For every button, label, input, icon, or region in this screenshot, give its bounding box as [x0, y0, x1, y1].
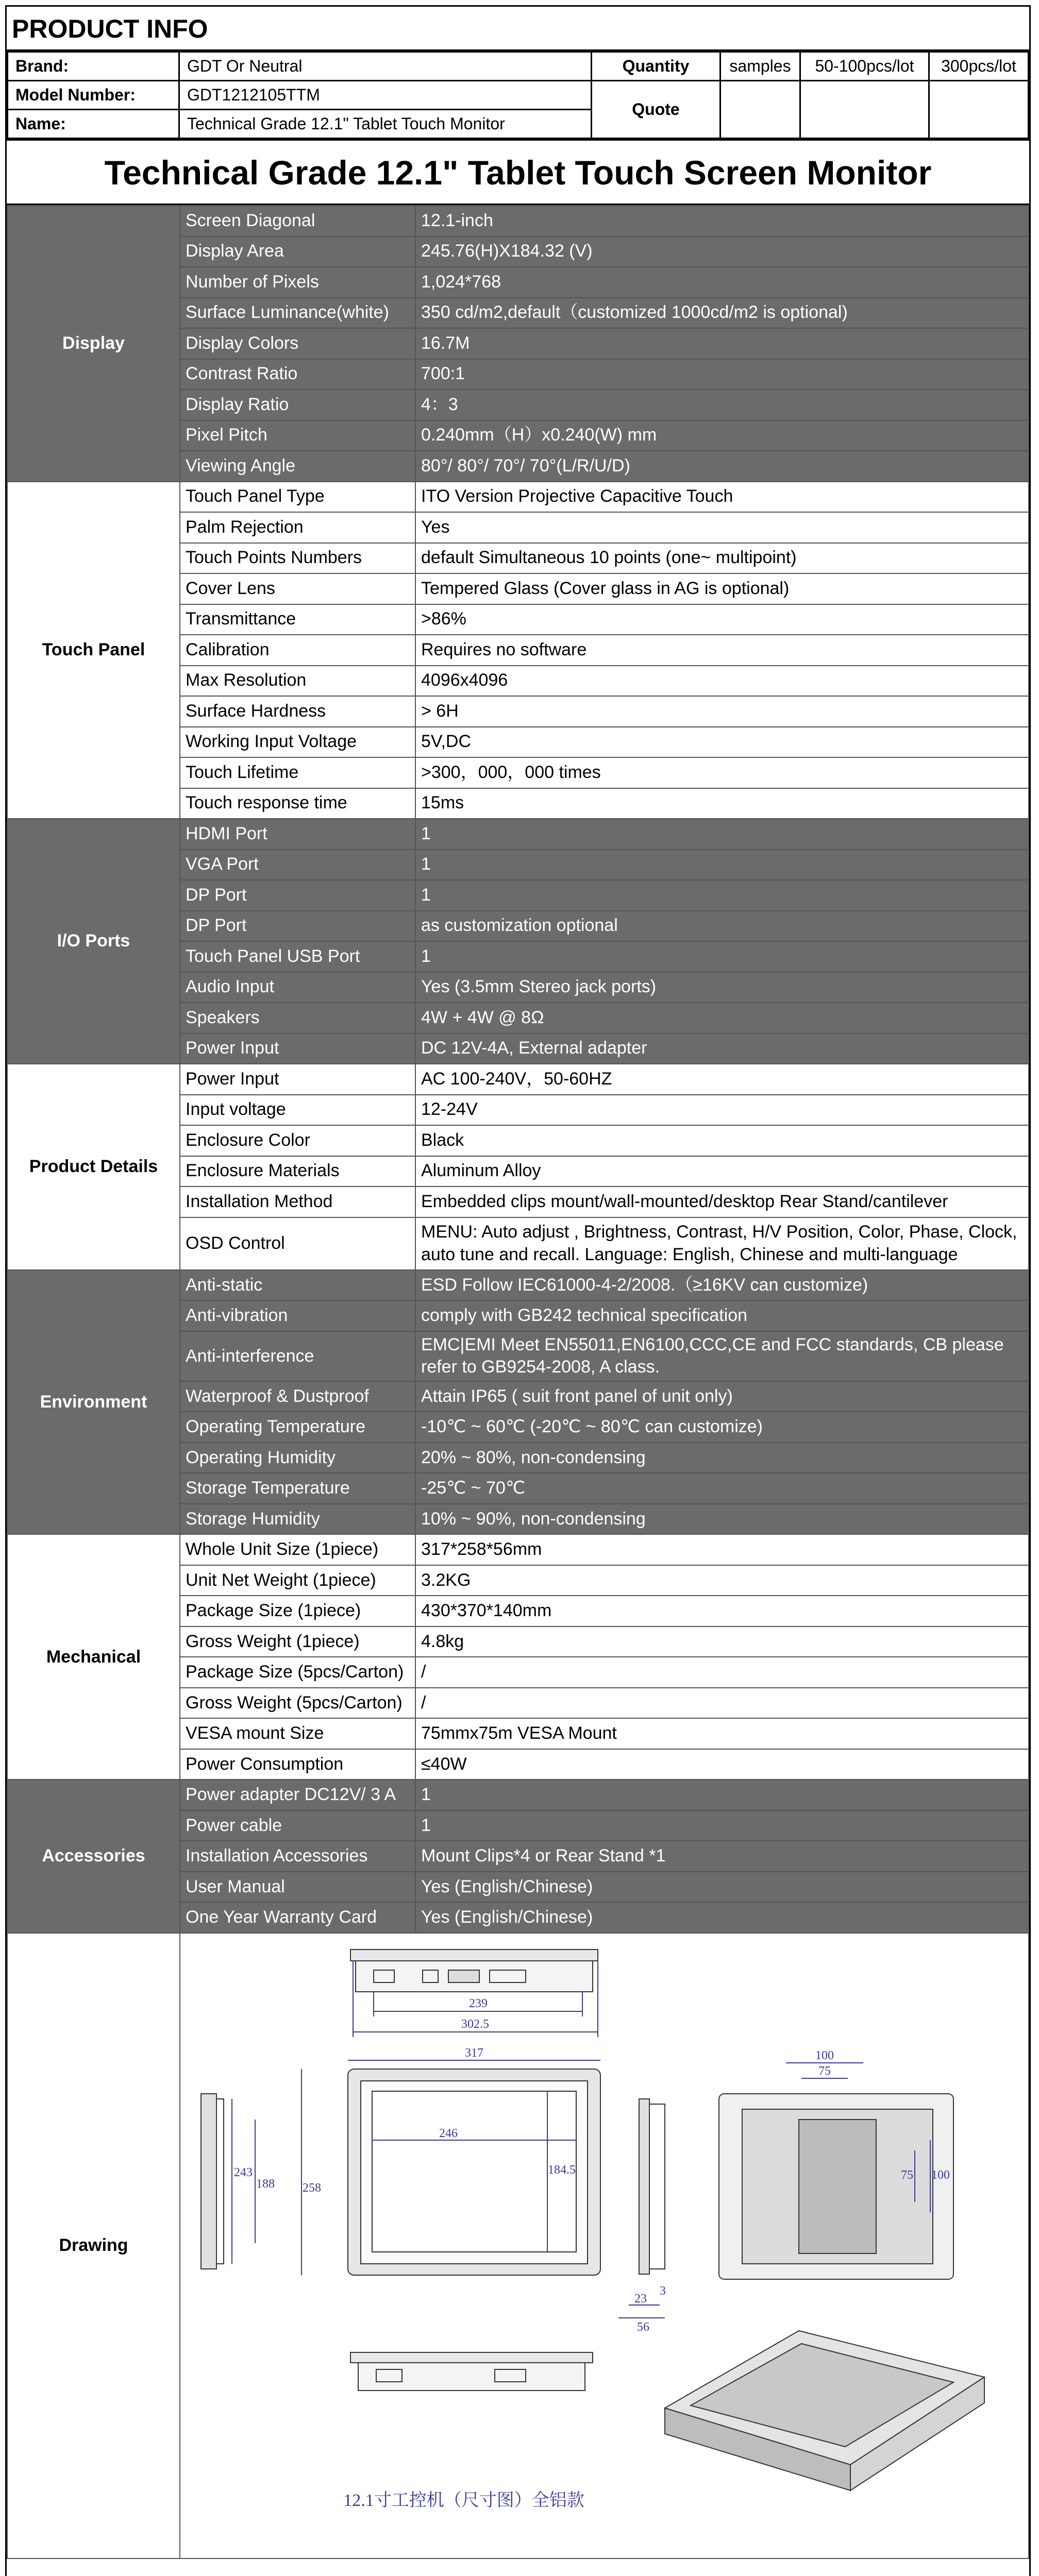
spec-value: 1 — [415, 880, 1029, 911]
spec-key: Screen Diagonal — [180, 206, 415, 236]
spec-key: Contrast Ratio — [180, 359, 415, 390]
spec-key: Touch Panel USB Port — [180, 941, 415, 972]
spec-key: Transmittance — [180, 604, 415, 635]
spec-value: >86% — [415, 604, 1029, 635]
back-view-drawing — [719, 2063, 953, 2279]
bottom-view-drawing — [350, 2352, 593, 2391]
spec-value: 1 — [415, 850, 1029, 880]
spec-table — [7, 205, 1029, 2559]
product-info-table — [7, 51, 1029, 139]
spec-value: 1 — [415, 1780, 1029, 1810]
section-label: Product Details — [7, 1064, 180, 1270]
spec-value: Yes (English/Chinese) — [415, 1872, 1029, 1903]
dim-100h: 100 — [815, 2048, 834, 2062]
spec-key: Surface Luminance(white) — [180, 298, 415, 329]
spec-row — [7, 1270, 1029, 1301]
spec-row — [7, 206, 1029, 236]
section-label: I/O Ports — [7, 819, 180, 1064]
spec-key: User Manual — [180, 1872, 415, 1903]
dim-23: 23 — [634, 2292, 647, 2306]
spec-value: 3.2KG — [415, 1565, 1029, 1596]
spec-value: 4W + 4W @ 8Ω — [415, 1003, 1029, 1033]
spec-key: Viewing Angle — [180, 451, 415, 482]
model-label: Model Number: — [8, 81, 179, 110]
spec-key: Whole Unit Size (1piece) — [180, 1534, 415, 1565]
spec-value: EMC|EMI Meet EN55011,EN6100,CCC,CE and FCC standards, CB please refer to GB9254-2008, A class. — [415, 1331, 1029, 1381]
spec-value: 12.1-inch — [415, 206, 1029, 236]
brand-value: GDT Or Neutral — [179, 52, 592, 81]
spec-key: Input voltage — [180, 1095, 415, 1126]
spec-key: Storage Humidity — [180, 1504, 415, 1535]
spec-key: Operating Temperature — [180, 1412, 415, 1443]
dimension-drawing — [180, 1934, 1026, 2557]
spec-key: DP Port — [180, 880, 415, 911]
spec-key: OSD Control — [180, 1217, 415, 1270]
spec-value: 245.76(H)X184.32 (V) — [415, 236, 1029, 267]
drawing-label: Drawing — [7, 1933, 180, 2558]
spec-value: ESD Follow IEC61000-4-2/2008.（≥16KV can customize) — [415, 1270, 1029, 1301]
spec-row — [7, 482, 1029, 513]
spec-value: MENU: Auto adjust , Brightness, Contrast, H/V Position, Color, Phase, Clock, auto tune and recall. Language: English, Chinese and multi-language — [415, 1217, 1029, 1270]
spec-key: One Year Warranty Card — [180, 1902, 415, 1933]
product-title: Technical Grade 12.1" Tablet Touch Screen Monitor — [7, 139, 1029, 205]
spec-value: as customization optional — [415, 911, 1029, 942]
spec-key: Working Input Voltage — [180, 727, 415, 758]
spec-value: Yes (3.5mm Stereo jack ports) — [415, 972, 1029, 1003]
quote-label: Quote — [592, 81, 720, 139]
spec-key: Power adapter DC12V/ 3 A — [180, 1780, 415, 1810]
spec-row — [7, 819, 1029, 850]
spec-value: > 6H — [415, 696, 1029, 727]
spec-key: VESA mount Size — [180, 1718, 415, 1749]
qty-high: 300pcs/lot — [929, 52, 1029, 81]
spec-key: Enclosure Color — [180, 1125, 415, 1156]
spec-value: 12-24V — [415, 1095, 1029, 1126]
spec-value: Embedded clips mount/wall-mounted/desktop Rear Stand/cantilever — [415, 1187, 1029, 1217]
spec-value: -10℃ ~ 60℃ (-20℃ ~ 80℃ can customize) — [415, 1412, 1029, 1443]
spec-value: 1 — [415, 941, 1029, 972]
spec-value: 80°/ 80°/ 70°/ 70°(L/R/U/D) — [415, 451, 1029, 482]
spec-value: 4096x4096 — [415, 666, 1029, 697]
model-value: GDT1212105TTM — [179, 81, 592, 110]
spec-value: 75mmx75m VESA Mount — [415, 1718, 1029, 1749]
quote-cell-mid — [800, 81, 929, 139]
section-label: Display — [7, 206, 180, 482]
dim-100v: 100 — [931, 2168, 950, 2182]
dim-246: 246 — [439, 2126, 458, 2140]
name-label: Name: — [8, 110, 179, 139]
spec-key: Enclosure Materials — [180, 1156, 415, 1187]
spec-key: Display Colors — [180, 328, 415, 359]
spec-key: VGA Port — [180, 850, 415, 880]
spec-key: Number of Pixels — [180, 267, 415, 298]
spec-row — [7, 1780, 1029, 1810]
name-value: Technical Grade 12.1" Tablet Touch Monitor — [179, 110, 592, 139]
section-label: Environment — [7, 1270, 180, 1535]
spec-key: Palm Rejection — [180, 512, 415, 543]
spec-value: 10% ~ 90%, non-condensing — [415, 1504, 1029, 1535]
spec-key: Gross Weight (5pcs/Carton) — [180, 1688, 415, 1719]
spec-key: Installation Method — [180, 1187, 415, 1217]
spec-value: 1 — [415, 819, 1029, 850]
section-label: Mechanical — [7, 1534, 180, 1780]
dim-258: 258 — [303, 2181, 321, 2195]
spec-key: Max Resolution — [180, 666, 415, 697]
spec-value: Mount Clips*4 or Rear Stand *1 — [415, 1841, 1029, 1872]
spec-value: 0.240mm（H）x0.240(W) mm — [415, 420, 1029, 451]
spec-key: Package Size (5pcs/Carton) — [180, 1657, 415, 1688]
spec-value: 700:1 — [415, 359, 1029, 390]
isometric-view-drawing — [665, 2331, 984, 2490]
spec-key: Touch Lifetime — [180, 757, 415, 788]
product-sheet — [5, 5, 1031, 2576]
spec-key: Anti-interference — [180, 1331, 415, 1381]
qty-mid: 50-100pcs/lot — [800, 52, 929, 81]
spec-value: >300，000，000 times — [415, 757, 1029, 788]
spec-value: / — [415, 1688, 1029, 1719]
brand-label: Brand: — [8, 52, 179, 81]
drawing-cell — [180, 1933, 1029, 2558]
spec-key: Waterproof & Dustproof — [180, 1381, 415, 1412]
spec-key: Speakers — [180, 1003, 415, 1033]
spec-value: Requires no software — [415, 635, 1029, 666]
spec-key: Audio Input — [180, 972, 415, 1003]
spec-value: 16.7M — [415, 328, 1029, 359]
spec-value: Aluminum Alloy — [415, 1156, 1029, 1187]
spec-key: Power Consumption — [180, 1749, 415, 1780]
spec-value: 5V,DC — [415, 727, 1029, 758]
drawing-caption: 12.1寸工控机（尺寸图）全铝款 — [343, 2490, 584, 2510]
page-title: PRODUCT INFO — [7, 7, 1029, 51]
spec-key: Gross Weight (1piece) — [180, 1626, 415, 1657]
spec-key: Installation Accessories — [180, 1841, 415, 1872]
spec-row — [7, 1534, 1029, 1565]
dim-75v: 75 — [901, 2168, 913, 2182]
spec-key: Anti-static — [180, 1270, 415, 1301]
spec-value: 430*370*140mm — [415, 1596, 1029, 1626]
qty-samples: samples — [720, 52, 800, 81]
quote-cell-high — [929, 81, 1029, 139]
spec-key: DP Port — [180, 911, 415, 942]
dim-302: 302.5 — [461, 2017, 489, 2031]
spec-value: 15ms — [415, 788, 1029, 819]
spec-value: ≤40W — [415, 1749, 1029, 1780]
spec-key: Power Input — [180, 1064, 415, 1095]
dim-243: 243 — [234, 2165, 253, 2179]
spec-value: 4.8kg — [415, 1626, 1029, 1657]
spec-key: Operating Humidity — [180, 1443, 415, 1473]
dim-317: 317 — [465, 2046, 483, 2060]
spec-key: Cover Lens — [180, 573, 415, 604]
spec-value: 20% ~ 80%, non-condensing — [415, 1443, 1029, 1473]
section-label: Touch Panel — [7, 482, 180, 819]
dim-184: 184.5 — [548, 2163, 576, 2177]
spec-key: Power Input — [180, 1033, 415, 1064]
spec-value: / — [415, 1657, 1029, 1688]
spec-key: Touch Panel Type — [180, 482, 415, 513]
spec-value: -25℃ ~ 70℃ — [415, 1473, 1029, 1504]
spec-value: AC 100-240V，50-60HZ — [415, 1064, 1029, 1095]
spec-key: Calibration — [180, 635, 415, 666]
spec-value: 317*258*56mm — [415, 1534, 1029, 1565]
spec-key: HDMI Port — [180, 819, 415, 850]
dim-56: 56 — [637, 2320, 649, 2334]
spec-value: 1 — [415, 1810, 1029, 1841]
spec-key: Display Area — [180, 236, 415, 267]
spec-value: 350 cd/m2,default（customized 1000cd/m2 is optional) — [415, 298, 1029, 329]
spec-key: Package Size (1piece) — [180, 1596, 415, 1626]
spec-key: Power cable — [180, 1810, 415, 1841]
spec-key: Touch response time — [180, 788, 415, 819]
spec-key: Display Ratio — [180, 389, 415, 420]
spec-value: default Simultaneous 10 points (one~ multipoint) — [415, 543, 1029, 574]
spec-key: Storage Temperature — [180, 1473, 415, 1504]
spec-value: Yes (English/Chinese) — [415, 1902, 1029, 1933]
spec-value: DC 12V-4A, External adapter — [415, 1033, 1029, 1064]
spec-value: Attain IP65 ( suit front panel of unit only) — [415, 1381, 1029, 1412]
spec-key: Touch Points Numbers — [180, 543, 415, 574]
spec-key: Surface Hardness — [180, 696, 415, 727]
spec-key: Anti-vibration — [180, 1300, 415, 1331]
right-side-view-drawing — [618, 2099, 665, 2318]
spec-value: comply with GB242 technical specification — [415, 1300, 1029, 1331]
dim-3: 3 — [660, 2284, 666, 2298]
spec-key: Pixel Pitch — [180, 420, 415, 451]
spec-value: Yes — [415, 512, 1029, 543]
spec-key: Unit Net Weight (1piece) — [180, 1565, 415, 1596]
spec-value: Black — [415, 1125, 1029, 1156]
quantity-label: Quantity — [592, 52, 720, 81]
spec-row — [7, 1064, 1029, 1095]
dim-75h: 75 — [818, 2064, 831, 2078]
dim-188: 188 — [256, 2177, 275, 2191]
spec-value: Tempered Glass (Cover glass in AG is optional) — [415, 573, 1029, 604]
spec-value: 1,024*768 — [415, 267, 1029, 298]
dim-239: 239 — [469, 1996, 488, 2010]
spec-value: ITO Version Projective Capacitive Touch — [415, 482, 1029, 513]
quote-cell-samples — [720, 81, 800, 139]
spec-value: 4：3 — [415, 389, 1029, 420]
section-label: Accessories — [7, 1780, 180, 1933]
